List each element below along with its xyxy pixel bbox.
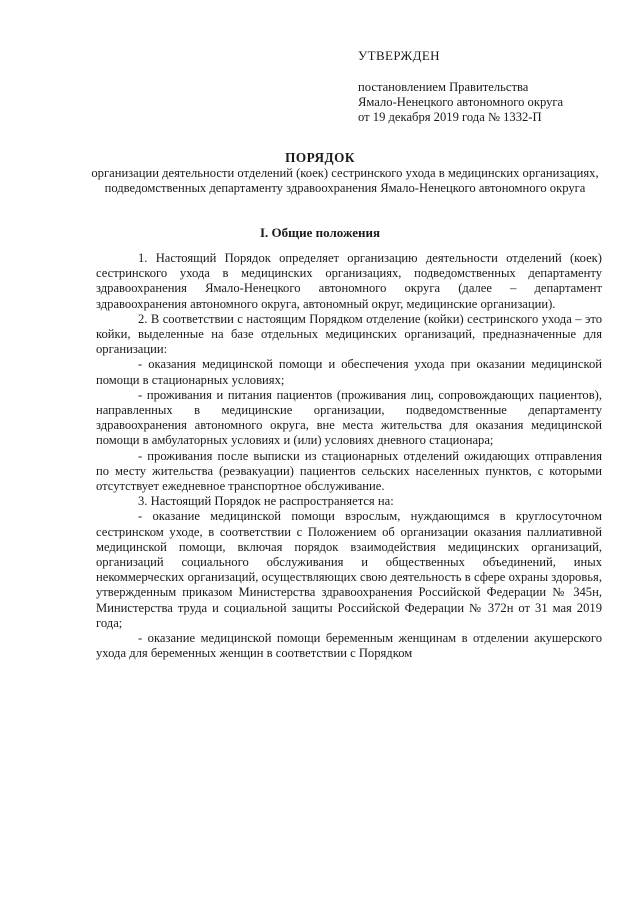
approval-line: постановлением Правительства xyxy=(358,80,529,94)
approval-stamp-title: УТВЕРЖДЕН xyxy=(358,48,440,63)
paragraph: 2. В соответствии с настоящим Порядком отделение (койки) сестринского ухода – это койки, выделенные на базе отдельных медицинских организаций, предназначенные для организации: xyxy=(96,311,602,357)
section-heading: I. Общие положения xyxy=(260,225,380,240)
approval-line: от 19 декабря 2019 года № 1332-П xyxy=(358,110,542,125)
list-item: - оказания медицинской помощи и обеспечения ухода при оказании медицинской помощи в стационарных условиях; xyxy=(96,357,602,387)
approval-details xyxy=(358,80,608,126)
paragraph: 3. Настоящий Порядок не распространяется на: xyxy=(138,494,394,509)
list-item: - проживания и питания пациентов (проживания лиц, сопровождающих пациентов), направленных в медицинские организации, подведомственные департаменту здравоохранения автономного округа, вне места жительства для оказания медицинской помощи в амбулаторных условиях и (или) условиях дневного стационара; xyxy=(96,387,602,448)
approval-line: Ямало-Ненецкого автономного округа xyxy=(358,95,564,110)
paragraph: 1. Настоящий Порядок определяет организацию деятельности отделений (коек) сестринского ухода в медицинских организациях, подведомственных департаменту здравоохранения Ямало-Ненецкого автономного округа (далее – департамент здравоохранения автономного округа, автономный округ, медицинские организации). xyxy=(96,251,602,311)
list-item: - оказание медицинской помощи беременным женщинам в отделении акушерского ухода для беременных женщин в соответствии с Порядком xyxy=(96,631,602,661)
list-item: - оказание медицинской помощи взрослым, нуждающимся в круглосуточном сестринском уходе, в соответствии с Положением об организации оказания паллиативной медицинской помощи, включая порядок взаимодействия медицинских организаций, организаций социального обслуживания и общественных объединений, иных некоммерческих организаций, осуществляющих свою деятельность в сфере охраны здоровья, утвержденным приказом Министерства здравоохранения Российской Федерации № 345н, Министерства труда и социальной защиты Российской Федерации № 372н от 31 мая 2019 года; xyxy=(96,509,602,630)
document-subtitle: организации деятельности отделений (коек) сестринского ухода в медицинских организациях, подведомственных департаменту здравоохранения Ямало-Ненецкого автономного округа xyxy=(91,166,599,196)
document-body xyxy=(96,251,602,661)
list-item: - проживания после выписки из стационарных отделений ожидающих отправления по месту жительства (реэвакуации) пациентов сельских населенных пунктов, с которыми отсутствует ежедневное транспортное обслуживание. xyxy=(96,448,602,494)
document-title: ПОРЯДОК xyxy=(285,150,355,165)
